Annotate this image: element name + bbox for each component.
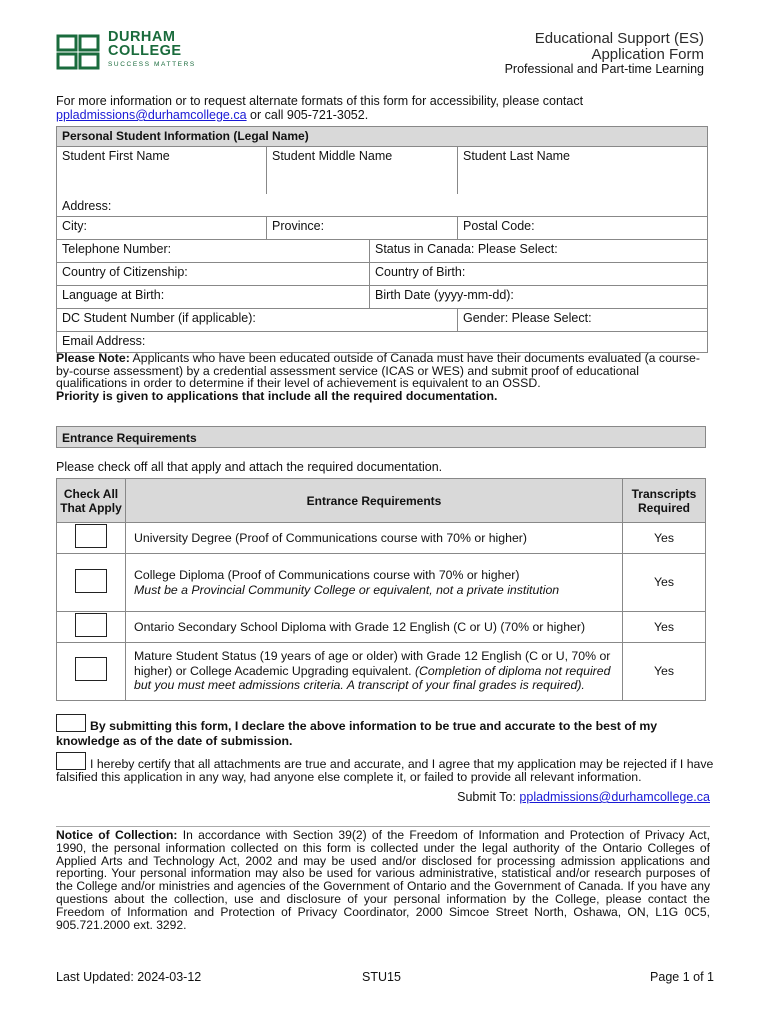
personal-info-table xyxy=(56,126,708,353)
table-row xyxy=(57,554,706,612)
personal-info-heading: Personal Student Information (Legal Name) xyxy=(57,127,707,146)
telephone-field[interactable]: Telephone Number: xyxy=(62,242,172,256)
notice-label: Notice of Collection: xyxy=(56,828,178,842)
gender-select[interactable]: Gender: Please Select: xyxy=(457,309,707,331)
requirement-text: College Diploma (Proof of Communications course with 70% or higher) xyxy=(134,568,520,582)
requirement-cell xyxy=(126,642,623,700)
college-logo xyxy=(56,30,216,74)
info-text: For more information or to request alternate formats of this form for accessibility, please contact xyxy=(56,94,584,108)
declaration xyxy=(56,714,716,749)
province-field[interactable]: Province: xyxy=(266,217,457,239)
mature-student-checkbox[interactable] xyxy=(75,657,107,681)
last-name-field[interactable]: Student Last Name xyxy=(457,147,707,194)
notice-text: In accordance with Section 39(2) of the Freedom of Information and Protection of Privacy Act, 1990, the personal information collected on this form is collected under the legal authority of the Ontario Colleges of Applied Arts and Technology Act, 2002 and may be used and/or disclosed for processing admission applications and reporting. Your personal information may also be used for various administrative, statistical and/or research purposes of the College and/or ministries and agencies of the Government of Ontario and the Government of Canada. If you have any questions about the collection, use and disclosure of your personal information by the College, please contact the Freedom of Information and Protection of Privacy Coordinator, 2000 Simcoe Street North, Oshawa, ON, L1G 0C5, 905.721.2000 ext. 3292. xyxy=(56,828,710,932)
please-note xyxy=(56,352,711,402)
col-header-check: Check All That Apply xyxy=(57,479,126,523)
certification xyxy=(56,752,716,783)
transcripts-value: Yes xyxy=(623,612,706,643)
birth-country-field[interactable]: Country of Birth: xyxy=(369,263,707,285)
citizenship-field[interactable]: Country of Citizenship: xyxy=(62,265,188,279)
university-degree-checkbox[interactable] xyxy=(75,524,107,548)
requirements-table xyxy=(56,478,706,701)
certify-text: I hereby certify that all attachments are true and accurate, and I agree that my application may be rejected if I have falsified this application in any way, had anyone else complete it, or failed to provide all relevant information. xyxy=(56,757,714,784)
postal-code-field[interactable]: Postal Code: xyxy=(457,217,707,239)
info-email-link[interactable]: ppladmissions@durhamcollege.ca xyxy=(56,108,247,122)
requirement-note: (Completion of diploma not required but you must meet admissions criteria. A transcript of your final grades is required). xyxy=(134,663,611,693)
form-title-line2: Application Form xyxy=(591,46,704,63)
col-header-requirements: Entrance Requirements xyxy=(126,479,623,523)
email-field[interactable]: Email Address: xyxy=(62,334,146,348)
submit-label: Submit To: xyxy=(457,790,520,804)
requirement-text: Mature Student Status (19 years of age or older) with Grade 12 English (C or U, 70% or higher) or College Academic Upgrading equivalent. xyxy=(134,649,611,678)
language-field[interactable]: Language at Birth: xyxy=(62,288,165,302)
submit-email-link[interactable]: ppladmissions@durhamcollege.ca xyxy=(519,790,710,804)
priority-text: Priority is given to applications that include all the required documentation. xyxy=(56,388,498,403)
info-phone-text: or call 905-721-3052. xyxy=(246,108,369,122)
last-updated: Last Updated: 2024-03-12 xyxy=(56,970,202,984)
declaration-checkbox[interactable] xyxy=(56,714,86,732)
logo-text-college: COLLEGE xyxy=(108,43,182,59)
requirement-cell xyxy=(126,554,623,612)
transcripts-value: Yes xyxy=(623,523,706,554)
certify-checkbox[interactable] xyxy=(56,752,86,770)
ossd-checkbox[interactable] xyxy=(75,613,107,637)
city-field[interactable]: City: xyxy=(62,219,87,233)
declaration-text: By submitting this form, I declare the above information to be true and accurate to the best of my knowledge as of the date of submission. xyxy=(56,719,658,748)
entrance-intro: Please check off all that apply and attach the required documentation. xyxy=(56,460,443,474)
middle-name-field[interactable]: Student Middle Name xyxy=(266,147,457,194)
submit-to xyxy=(457,790,710,804)
dc-student-number-field[interactable]: DC Student Number (if applicable): xyxy=(62,311,256,325)
divider xyxy=(56,826,710,827)
note-text: Applicants who have been educated outside of Canada must have their documents evaluated (a course-by-course assessment) by a credential assessment service (ICAS or WES) and submit proof of educational qualifications in order to determine if their level of achievement is equivalent to an OSSD. xyxy=(56,351,700,390)
accessibility-info xyxy=(56,94,716,122)
table-row xyxy=(57,612,706,643)
form-title-line1: Educational Support (ES) xyxy=(534,30,704,47)
col-header-transcripts: Transcripts Required xyxy=(623,479,706,523)
form-subtitle: Professional and Part-time Learning xyxy=(504,62,704,76)
form-code: STU15 xyxy=(362,970,401,984)
page-number: Page 1 of 1 xyxy=(650,970,714,984)
transcripts-value: Yes xyxy=(623,554,706,612)
requirement-text: University Degree (Proof of Communications course with 70% or higher) xyxy=(126,523,623,554)
address-field[interactable]: Address: xyxy=(62,199,112,213)
table-row xyxy=(57,523,706,554)
logo-tagline: SUCCESS MATTERS xyxy=(108,61,196,68)
notice-of-collection xyxy=(56,829,710,931)
college-diploma-checkbox[interactable] xyxy=(75,569,107,593)
birth-date-field[interactable]: Birth Date (yyyy-mm-dd): xyxy=(369,286,707,308)
note-label: Please Note: xyxy=(56,351,130,365)
transcripts-value: Yes xyxy=(623,642,706,700)
table-row xyxy=(57,642,706,700)
entrance-heading: Entrance Requirements xyxy=(56,426,706,448)
requirement-note: Must be a Provincial Community College or equivalent, not a private institution xyxy=(134,582,560,597)
logo-mark-icon xyxy=(56,32,102,72)
status-canada-select[interactable]: Status in Canada: Please Select: xyxy=(369,240,707,262)
logo-text-durham: DURHAM xyxy=(108,29,176,45)
requirement-text: Ontario Secondary School Diploma with Grade 12 English (C or U) (70% or higher) xyxy=(126,612,623,643)
first-name-field[interactable]: Student First Name xyxy=(62,149,170,163)
